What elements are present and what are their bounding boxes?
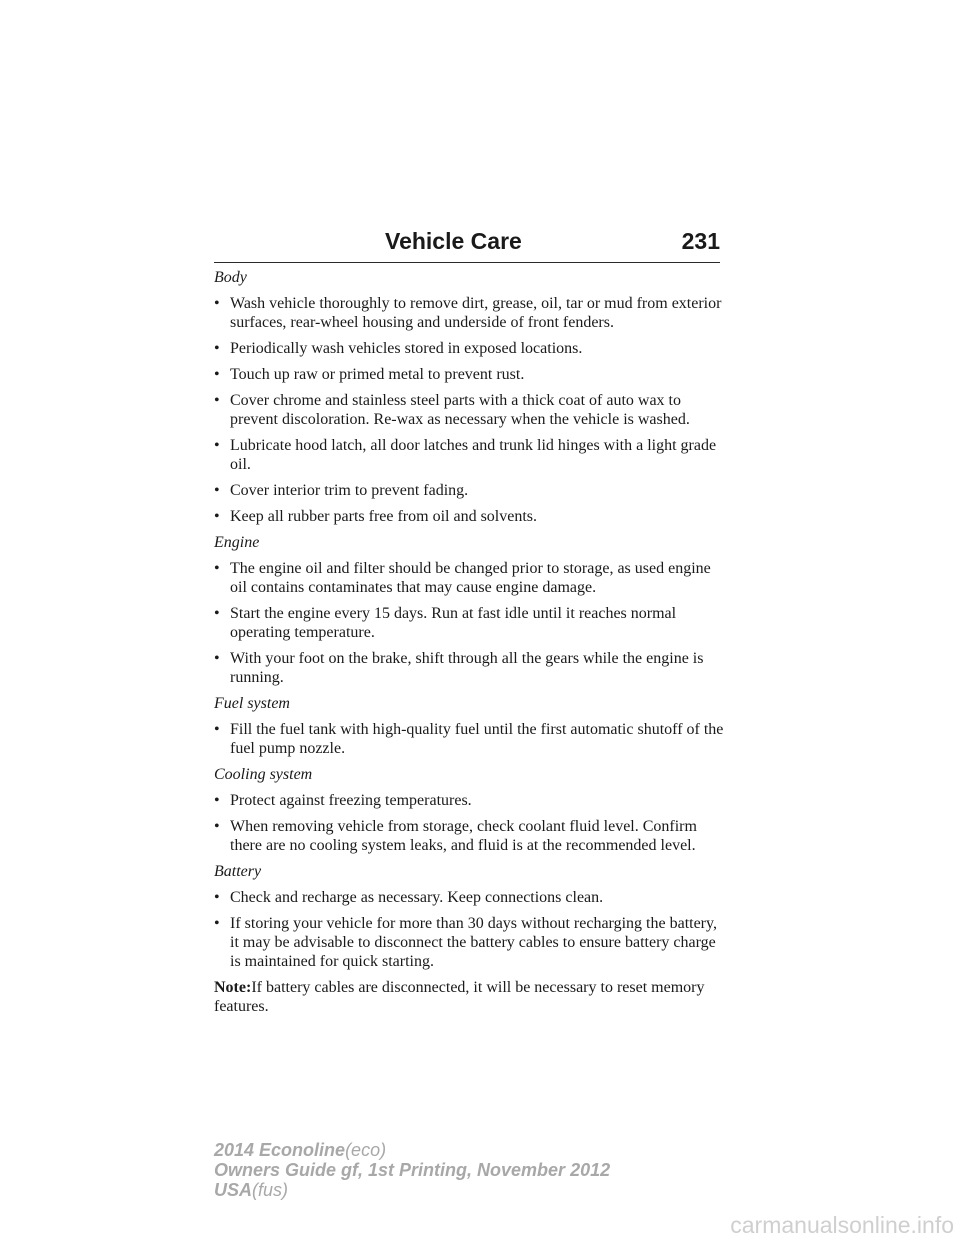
list-item [214,294,724,332]
bullet-list [214,559,724,687]
list-item [214,559,724,597]
bullet-list [214,888,724,971]
section-heading: Cooling system [214,766,313,783]
page-footer [214,1140,610,1200]
note-label: Note: [214,979,252,996]
chapter-title: Vehicle Care [385,228,522,254]
list-item [214,507,724,526]
section-engine [214,533,724,687]
bullet-icon: • [214,340,220,357]
list-item-text: Keep all rubber parts free from oil and solvents. [230,508,538,525]
list-item [214,720,724,758]
list-item [214,817,724,855]
section-heading: Battery [214,863,262,880]
list-item-text: When removing vehicle from storage, check coolant fluid level. Confirm there are no cooling system leaks, and fluid is at the recommended level. [230,818,697,854]
list-item-text: Start the engine every 15 days. Run at fast idle until it reaches normal operating temperature. [230,605,677,641]
list-item-text: Touch up raw or primed metal to prevent rust. [230,366,525,383]
section-fuel-system [214,694,724,758]
bullet-icon: • [214,560,220,577]
list-item-text: If storing your vehicle for more than 30 days without recharging the battery, it may be advisable to disconnect the battery cables to ensure battery charge is maintained for quick starting. [230,915,717,970]
list-item-text: Protect against freezing temperatures. [230,792,472,809]
note-text: If battery cables are disconnected, it will be necessary to reset memory features. [214,979,705,1015]
list-item [214,914,724,971]
bullet-icon: • [214,818,220,835]
bullet-icon: • [214,392,220,409]
list-item-text: Wash vehicle thoroughly to remove dirt, grease, oil, tar or mud from exterior surfaces, rear-wheel housing and underside of front fenders. [230,295,722,331]
bullet-icon: • [214,889,220,906]
page-content [214,268,724,1016]
page-header [214,228,720,263]
footer-model-code: (eco) [345,1140,387,1160]
list-item-text: Cover chrome and stainless steel parts with a thick coat of auto wax to prevent discoloration. Re-wax as necessary when the vehicle is washed. [230,392,690,428]
list-item [214,888,724,907]
bullet-icon: • [214,915,220,932]
section-cooling-system [214,765,724,855]
list-item-text: The engine oil and filter should be changed prior to storage, as used engine oil contains contaminates that may cause engine damage. [230,560,711,596]
watermark: carmanualsonline.info [730,1212,954,1238]
list-item [214,649,724,687]
bullet-icon: • [214,508,220,525]
list-item-text: Cover interior trim to prevent fading. [230,482,469,499]
footer-region: USA [214,1180,253,1200]
bullet-icon: • [214,650,220,667]
footer-line-region [214,1180,610,1200]
footer-model: 2014 Econoline [214,1140,346,1160]
section-heading: Engine [214,534,260,551]
bullet-list [214,720,724,758]
list-item [214,391,724,429]
bullet-list [214,294,724,526]
list-item-text: Fill the fuel tank with high-quality fuel until the first automatic shutoff of the fuel pump nozzle. [230,721,724,757]
bullet-icon: • [214,792,220,809]
page-number: 231 [681,228,720,254]
list-item-text: Lubricate hood latch, all door latches and trunk lid hinges with a light grade oil. [230,437,717,473]
list-item [214,481,724,500]
bullet-icon: • [214,295,220,312]
bullet-icon: • [214,482,220,499]
bullet-list [214,791,724,855]
bullet-icon: • [214,721,220,738]
bullet-icon: • [214,605,220,622]
section-battery [214,862,724,971]
footer-region-code: (fus) [252,1180,289,1200]
list-item [214,791,724,810]
list-item-text: Check and recharge as necessary. Keep connections clean. [230,889,604,906]
list-item [214,436,724,474]
footer-edition: Owners Guide gf, 1st Printing, November 2012 [214,1160,611,1180]
list-item [214,604,724,642]
note-paragraph [214,978,724,1016]
bullet-icon: • [214,366,220,383]
footer-line-model [214,1140,610,1160]
list-item-text: Periodically wash vehicles stored in exposed locations. [230,340,583,357]
list-item-text: With your foot on the brake, shift through all the gears while the engine is running. [230,650,704,686]
list-item [214,365,724,384]
list-item [214,339,724,358]
bullet-icon: • [214,437,220,454]
section-heading: Fuel system [214,695,290,712]
section-body [214,268,724,526]
section-heading: Body [214,269,247,286]
